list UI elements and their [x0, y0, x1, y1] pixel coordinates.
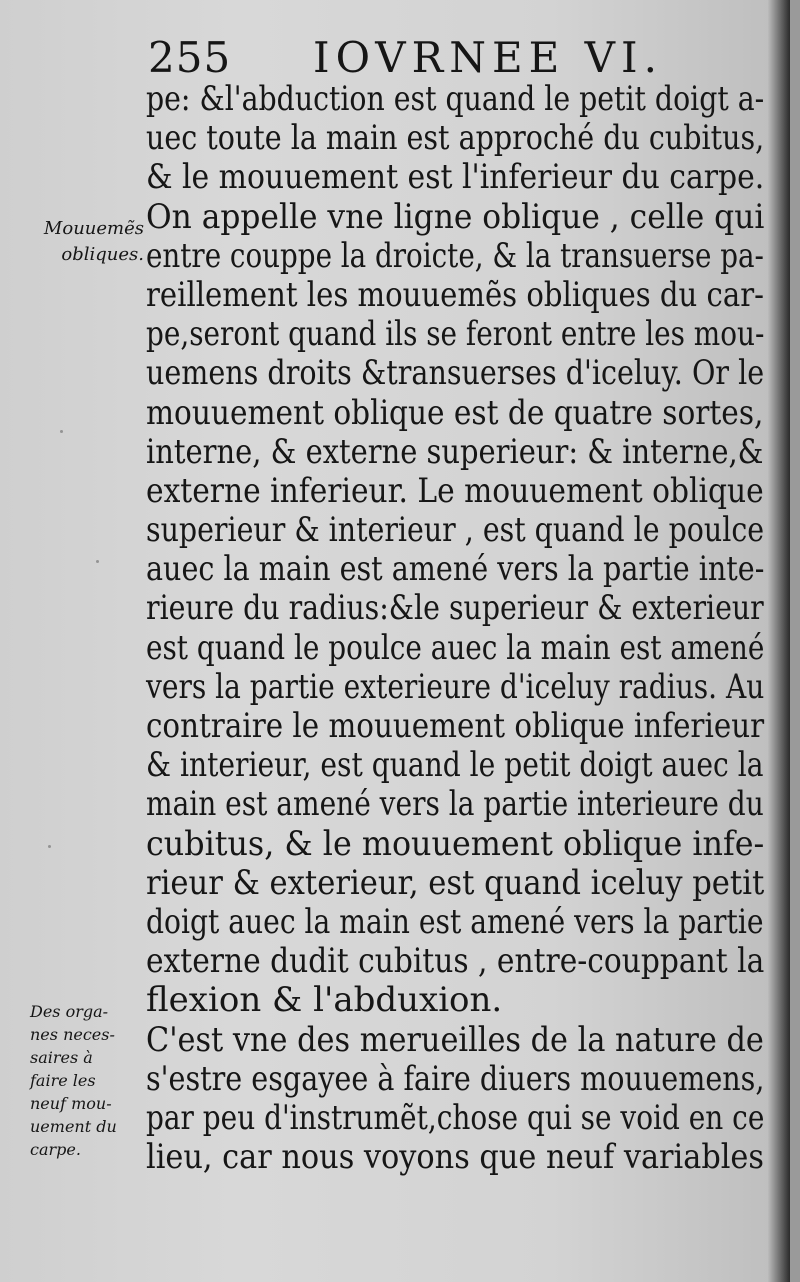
text-line: externe inferieur. Le mouuement oblique: [146, 470, 764, 511]
text-line: externe dudit cubitus , entre-couppant la: [146, 941, 765, 982]
running-title: IOVRNEE VI.: [313, 33, 663, 82]
text-line: par peu d'instrumẽt,chose qui se void en ce: [146, 1097, 765, 1138]
page-edge-shadow: [768, 0, 790, 1282]
text-line: reillement les mouuemẽs obliques du car-: [146, 274, 764, 315]
text-line: rieure du radius:&le superieur & exterieur: [146, 588, 764, 629]
text-line: pe,seront quand ils se feront entre les mou-: [146, 314, 765, 355]
margin-note-oblique-movements: [18, 216, 144, 268]
text-line: lieu, car nous voyons que neuf variables: [146, 1137, 764, 1178]
text-line: vers la partie exterieure d'iceluy radius. Au: [146, 666, 765, 707]
text-line: cubitus, & le mouuement oblique infe-: [146, 823, 765, 864]
margin-note-line: Des orga-: [30, 1002, 109, 1021]
text-line: auec la main est amené vers la partie inte-: [146, 549, 765, 590]
text-line: flexion & l'abduxion.: [146, 980, 503, 1021]
margin-note-line: obliques.: [61, 244, 144, 265]
running-header: [148, 30, 768, 86]
text-line: & interieur, est quand le petit doigt auec la: [146, 745, 764, 786]
margin-note-line: uement du: [30, 1117, 117, 1136]
paper-speck: [60, 430, 63, 433]
margin-note-line: nes neces-: [30, 1025, 115, 1044]
margin-note-line: saires à: [30, 1048, 93, 1067]
margin-note-line: neuf mou-: [30, 1094, 112, 1113]
text-line: s'estre esgayee à faire diuers mouuemens,: [146, 1058, 765, 1099]
text-line: interne, & externe superieur: & interne,&: [146, 431, 764, 472]
text-line: est quand le poulce auec la main est amené: [146, 627, 765, 668]
text-line: main est amené vers la partie interieure du: [146, 784, 764, 825]
paper-speck: [48, 845, 51, 848]
text-line: doigt auec la main est amené vers la partie: [146, 901, 764, 942]
margin-note-organs: [30, 1000, 148, 1161]
text-line: uemens droits &transuerses d'iceluy. Or le: [146, 353, 765, 394]
text-line: uec toute la main est approché du cubitus,: [146, 118, 765, 159]
margin-note-line: carpe.: [30, 1140, 81, 1159]
page-number: 255: [148, 33, 232, 82]
body-text: [146, 80, 764, 1177]
text-line: C'est vne des merueilles de la nature de: [146, 1019, 764, 1060]
text-line: contraire le mouuement oblique inferieur: [146, 706, 765, 746]
margin-note-line: Mouuemẽs: [43, 218, 144, 239]
text-line: entre couppe la droicte, & la transuerse pa-: [146, 235, 764, 276]
paper-speck: [96, 560, 99, 563]
text-line: mouuement oblique est de quatre sortes,: [146, 392, 764, 433]
text-line: & le mouuement est l'inferieur du carpe.: [146, 157, 765, 198]
text-line: rieur & exterieur, est quand iceluy petit: [146, 862, 765, 903]
margin-note-line: faire les: [30, 1071, 96, 1090]
text-line: superieur & interieur , est quand le poulce: [146, 510, 765, 551]
text-line: On appelle vne ligne oblique , celle qui: [146, 196, 765, 237]
text-line: pe: &l'abduction est quand le petit doigt a-: [146, 79, 765, 119]
